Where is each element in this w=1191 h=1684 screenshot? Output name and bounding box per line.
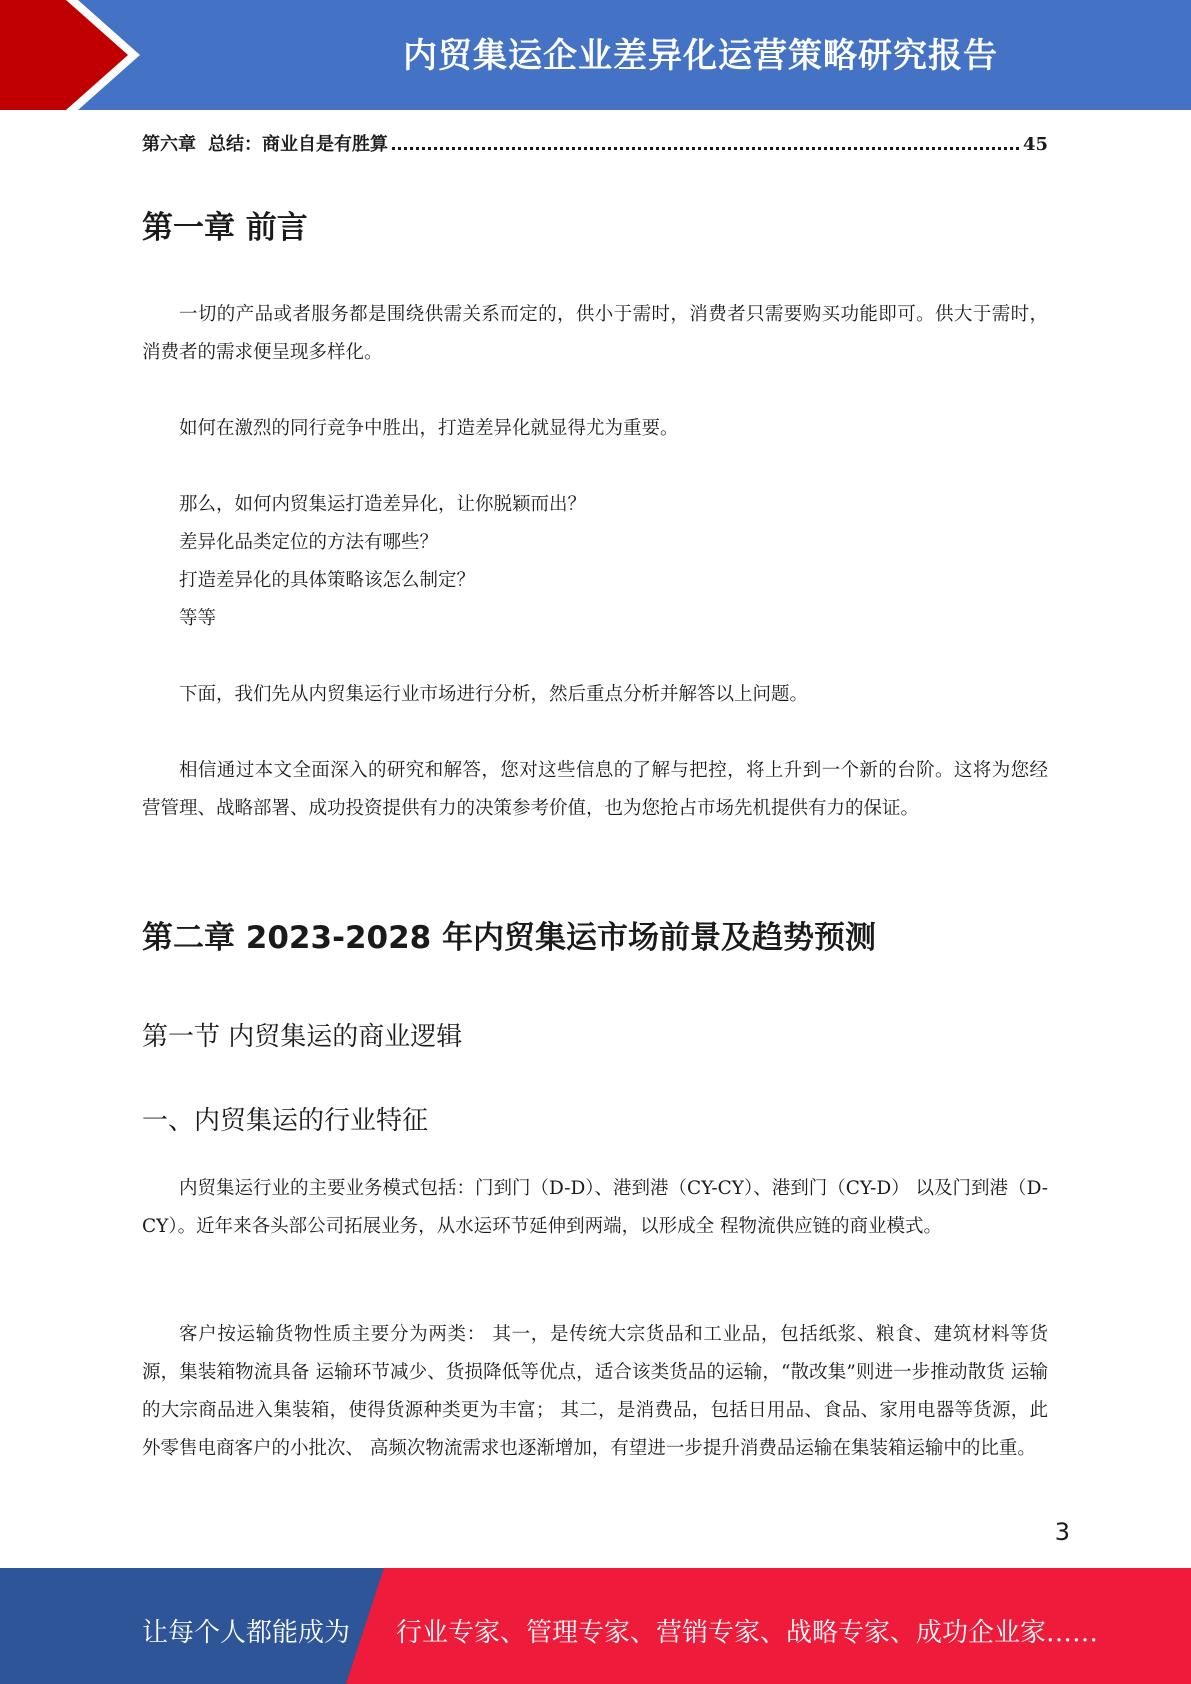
chapter-1-paragraph-2: 如何在激烈的同行竞争中胜出，打造差异化就显得尤为重要。 xyxy=(179,418,679,439)
chapter-1-paragraph-1: 一切的产品或者服务都是围绕供需关系而定的，供小于需时，消费者只需要购买功能即可。供大于需时，消费者的需求便呈现多样化。 xyxy=(142,304,1048,363)
toc-chapter-label: 第六章 xyxy=(142,134,196,155)
toc-chapter-title: 总结：商业自是有胜算 xyxy=(208,134,388,155)
toc-leader-dots xyxy=(392,147,1019,150)
page-footer xyxy=(0,1568,1191,1684)
subsection-1-heading: 一、内贸集运的行业特征 xyxy=(142,1106,429,1136)
footer-slogan-right: 行业专家、管理专家、营销专家、战略专家、成功企业家…… xyxy=(396,1618,1099,1648)
chapter-2-paragraph-2: 客户按运输货物性质主要分为两类： 其一，是传统大宗货品和工业品，包括纸浆、粮食、建筑材料等货源，集装箱物流具备 运输环节减少、货损降低等优点，适合该类货品的运输，“散改集”则进一步推动散货 运输的大宗商品进入集装箱，使得货源种类更为丰富； 其二，是消费品，包括日用品、食品、家用电器等货源，此外零售电商客户的小批次、 高频次物流需求也逐渐增加，有望进一步提升消费品运输在集装箱运输中的比重。 xyxy=(142,1324,1048,1459)
chapter-2-paragraph-1: 内贸集运行业的主要业务模式包括：门到门（D-D）、港到港（CY-CY）、港到门（CY-D） 以及门到港（D-CY）。近年来各头部公司拓展业务，从水运环节延伸到两端，以形成全 程物流供应链的商业模式。 xyxy=(142,1178,1048,1237)
toc-entry[interactable] xyxy=(142,130,1048,156)
chapter-2-heading: 第二章 2023-2028 年内贸集运市场前景及趋势预测 xyxy=(142,920,877,956)
question-item: 那么，如何内贸集运打造差异化，让你脱颖而出？ xyxy=(179,494,587,515)
question-list xyxy=(142,486,1048,638)
chapter-1-paragraph-3: 下面，我们先从内贸集运行业市场进行分析，然后重点分析并解答以上问题。 xyxy=(179,684,809,705)
report-title: 内贸集运企业差异化运营策略研究报告 xyxy=(403,36,998,76)
question-item: 打造差异化的具体策略该怎么制定？ xyxy=(179,570,476,591)
page-number: 3 xyxy=(1054,1518,1070,1546)
question-item: 差异化品类定位的方法有哪些？ xyxy=(179,532,439,553)
question-item: 等等 xyxy=(179,608,217,629)
page-header xyxy=(0,0,1191,110)
toc-page-number: 45 xyxy=(1022,134,1048,155)
chapter-1-heading: 第一章 前言 xyxy=(142,210,308,246)
section-1-heading: 第一节 内贸集运的商业逻辑 xyxy=(142,1022,463,1052)
chapter-1-paragraph-4: 相信通过本文全面深入的研究和解答，您对这些信息的了解与把控，将上升到一个新的台阶。这将为您经营管理、战略部署、成功投资提供有力的决策参考价值，也为您抢占市场先机提供有力的保证。 xyxy=(142,760,1048,819)
footer-slogan-left: 让每个人都能成为 xyxy=(142,1618,351,1648)
